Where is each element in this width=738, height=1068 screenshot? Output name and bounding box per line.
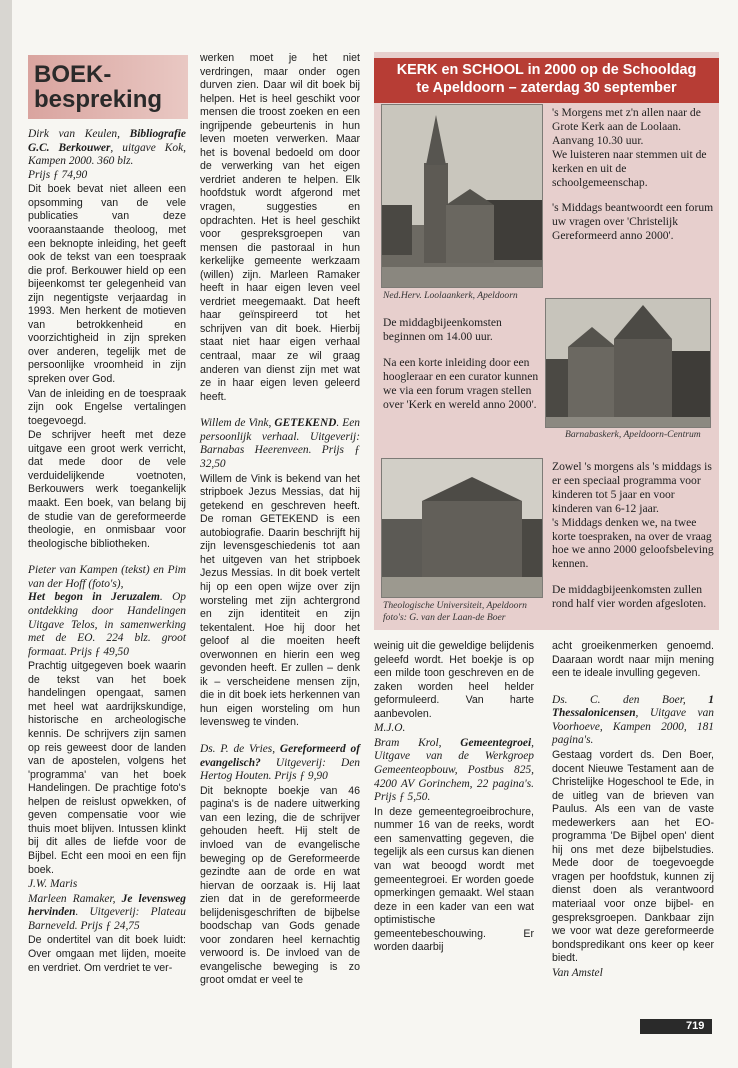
review-text: acht groeikenmerken genoemd. Daaraan wordt naar mijn mening een te ideale invulling gegeven. bbox=[552, 640, 714, 680]
column-2 bbox=[200, 52, 360, 989]
review-heading: Ds. C. den Boer, 1 Thessalonicensen, Uitgave van Voorhoeve, Kampen 2000, 181 pagina's. bbox=[552, 693, 714, 747]
photo-caption: Ned.Herv. Loolaankerk, Apeldoorn bbox=[383, 290, 518, 301]
review-text: werken moet je het niet verdringen, maar onder ogen durven zien. Daar wil dit boek bij helpen. Het is heel geschikt voor mensen die troost zoeken en een ingrijpende gebeurtenis in hun leven moeten verwerken. Maar het is bovenal bedoeld om door de verwerking van het eigen verdriet anderen te helpen. Elk hoofdstuk wordt afgerond met vragen, suggesties en opdrachten. Het is heel geschikt voor gespreksgroepen van mensen die pastoraal in hun kerkelijke gemeente werkzaam (willen) zijn. Marleen Ramaker heeft in haar eigen leven veel verdriet meegemaakt. Dat heeft haar geïnspireerd tot het schrijven van dit boek. Hierbij staat niet haar eigen verhaal centraal, maar ze wil graag anderen van dienst zijn met wat ze in haar eigen leven geleerd heeft. bbox=[200, 52, 360, 403]
review-text: Prachtig uitgegeven boek waarin de tekst van het boek handelingen opengaat, samen met heel wat aardrijkskundige, historische en archeologische kennis. De schrijvers zijn samen op reis geweest door de landen van de apostelen, volgens het 'programma' van het boek Handelingen. De prachtige foto's helpen de reislust opwekken, of geven compensatie voor wie thuis moet blijven. Intussen klinkt bij dit alles de liefde voor de Bijbel. Echt een mooi en een fijn boek. bbox=[28, 660, 186, 876]
university-photo bbox=[381, 458, 543, 598]
section-title bbox=[28, 55, 188, 119]
panel-text-children: Zowel 's morgens als 's middags is er een speciaal programma voor kinderen tot 5 jaar en voor kinderen van 6-12 jaar. 's Middags denken we, na twee korte toespraken, na over de vraag hoe we anno 2000 geloofsbeleving kennen. De middagbijeenkomsten zullen rond half vier worden afgesloten. bbox=[552, 460, 714, 611]
panel-text-morning: 's Morgens met z'n allen naar de Grote Kerk aan de Loolaan. Aanvang 10.30 uur. We luisteren naar stemmen uit de kerken en uit de schoolgemeenschap. 's Middags beantwoordt een forum uw vragen over 'Christelijk Gereformeerd anno 2000'. bbox=[552, 106, 714, 243]
church-photo-loolaankerk bbox=[381, 104, 543, 288]
column-1 bbox=[28, 128, 186, 976]
announcement-banner: KERK en SCHOOL in 2000 op de Schooldag te Apeldoorn – zaterdag 30 september bbox=[374, 58, 719, 103]
review-heading: Marleen Ramaker, Je levensweg hervinden. Uitgeverij: Plateau Barneveld. Prijs ƒ 24,75 bbox=[28, 892, 186, 932]
page-binding-edge bbox=[0, 0, 12, 1068]
review-heading: Dirk van Keulen, Bibliografie G.C. Berkouwer, uitgave Kok, Kampen 2000. 360 blz. Prijs ƒ 74,90 bbox=[28, 128, 186, 181]
review-signature: M.J.O. bbox=[374, 722, 406, 735]
column-4 bbox=[552, 640, 714, 981]
title-line-1: BOEK- bbox=[34, 61, 112, 88]
column-3 bbox=[374, 640, 534, 956]
review-heading: Willem de Vink, GETEKEND. Een persoonlijk verhaal. Uitgeverij: Barnabas Heerenveen. Prijs ƒ 32,50 bbox=[200, 417, 360, 470]
review-text: In deze gemeentegroeibrochure, nummer 16 van de reeks, wordt een samenvatting gegeven, die tegelijk als een cursus kan dienen van wat beoogd wordt met gemeentegroei. Er worden goede opmerkingen gemaakt. Wel staan deze in een kader van een wat optimistische gemeentebeschouwing. Er worden daarbij bbox=[374, 805, 534, 954]
church-photo-barnabaskerk bbox=[545, 298, 711, 428]
review-heading: Pieter van Kampen (tekst) en Pim van der Hoff (foto's), Het begon in Jeruzalem. Op ontdekking door Handelingen Uitgave Telos, in samenwerking met de EO. 224 blz. groot formaat. Prijs ƒ 49,50 bbox=[28, 564, 187, 658]
title-line-2: bespreking bbox=[34, 86, 163, 113]
photo-caption: Theologische Universiteit, Apeldoorn foto's: G. van der Laan-de Boer bbox=[383, 600, 527, 623]
review-text: Gestaag vordert ds. Den Boer, docent Nieuwe Testament aan de Christelijke Hogeschool te Ede, in de uitleg van de brieven van Paulus. Als een van de vaste medewerkers aan het EO-programma 'De Bijbel open' dient hij ons met deze bijbelstudies. Mede door de toegevoegde vragen per hoofdstuk, kunnen zij dienst doen als verantwoord materiaal voor onze bijbel- en gespreksgroepen. Dankbaar zijn we voor wat deze gereformeerde bondspredikant ons keer op keer biedt. bbox=[552, 749, 714, 965]
review-text: Dit boek bevat niet alleen een opsomming van de vele publicaties van deze vooraanstaande theoloog, met een beknopte inleiding, het geeft ook de tekst van een toespraak die prof. Berkouwer hield op een bijeenkomst ter gelegenheid van zijn negentigste verjaardag in 1993. Men herkent de motieven van betrokkenheid en voorzichtigheid in zijn spreken over anderen, tegelijk met de persoonlijke vroomheid in zijn spreken over God. bbox=[28, 183, 186, 386]
review-text: Willem de Vink is bekend van het stripboek Jezus Messias, dat hij getekend en geschreven heeft. De roman GETEKEND is een autobiografie. Daarin beschrijft hij zijn levensgeschiedenis tot aan het uitgeven van het stripboek Jezus Messias. In dit boek vertelt hij op een open wijze over zijn worsteling met zijn achtergrond en zijn identiteit en zijn tekentalent. Hoe hij door het geloof al die moeiten heeft overwonnen en hierin een weg gevonden heeft. Er zullen – denk ik – verscheidene mensen zijn, die in dit boek iets herkennen van hun eigen worsteling om hun levensweg te vinden. bbox=[200, 472, 360, 729]
review-signature: J.W. Maris bbox=[28, 878, 78, 891]
page-number: 719 bbox=[686, 1020, 705, 1032]
review-text: De ondertitel van dit boek luidt: Over omgaan met lijden, moeite en verdriet. Om verdriet te ver- bbox=[28, 934, 186, 974]
review-heading: Ds. P. de Vries, Gereformeerd of evangelisch? Uitgeverij: Den Hertog Houten. Prijs ƒ 9,90 bbox=[200, 742, 360, 783]
panel-text-afternoon: De middagbijeenkomsten beginnen om 14.00 uur. Na een korte inleiding door een hoogleraar en een curator kunnen we via een forum vragen stellen over 'Kerk en wereld anno 2000'. bbox=[383, 316, 539, 411]
review-text: De schrijver heeft met deze uitgave een groot werk verricht, dat mede door de vele verduidelijkende voetnoten, Berkouwers werk toegankelijk maakt. Een boek, van belang bij de studie van de gereformeerde theologie, en onmisbaar voor theologische bibliotheken. bbox=[28, 429, 186, 550]
photo-caption: Barnabaskerk, Apeldoorn-Centrum bbox=[565, 429, 701, 440]
review-text: weinig uit die geweldige belijdenis geleefd wordt. Het boekje is op een milde toon geschreven en de zaken worden heel helder geformuleerd. Van harte aanbevolen. bbox=[374, 640, 534, 720]
review-signature: Van Amstel bbox=[552, 966, 603, 979]
review-text: Van de inleiding en de toespraak zijn ook Engelse vertalingen toegevoegd. bbox=[28, 387, 186, 427]
review-heading: Bram Krol, Gemeentegroei, Uitgave van de Werkgroep Gemeenteopbouw, Postbus 825, 4200 AV Gorinchem, 22 pagina's. Prijs ƒ 5,50. bbox=[374, 736, 534, 804]
review-text: Dit beknopte boekje van 46 pagina's is de nadere uitwerking van een lezing, die de schrijver gehouden heeft. Hij stelt de invloed van de evangelische beweging op de Gereformeerde gezindte aan de orde en wat hiervan de oorzaak is. Hij laat zien dat in de gereformeerde belijdenisgeschriften de bijbelse boodschap van Gods genade voor zondaren heel kernachtig verwoord is. De invloed van de evangelische beweging is zo groot omdat er veel te bbox=[200, 784, 360, 987]
